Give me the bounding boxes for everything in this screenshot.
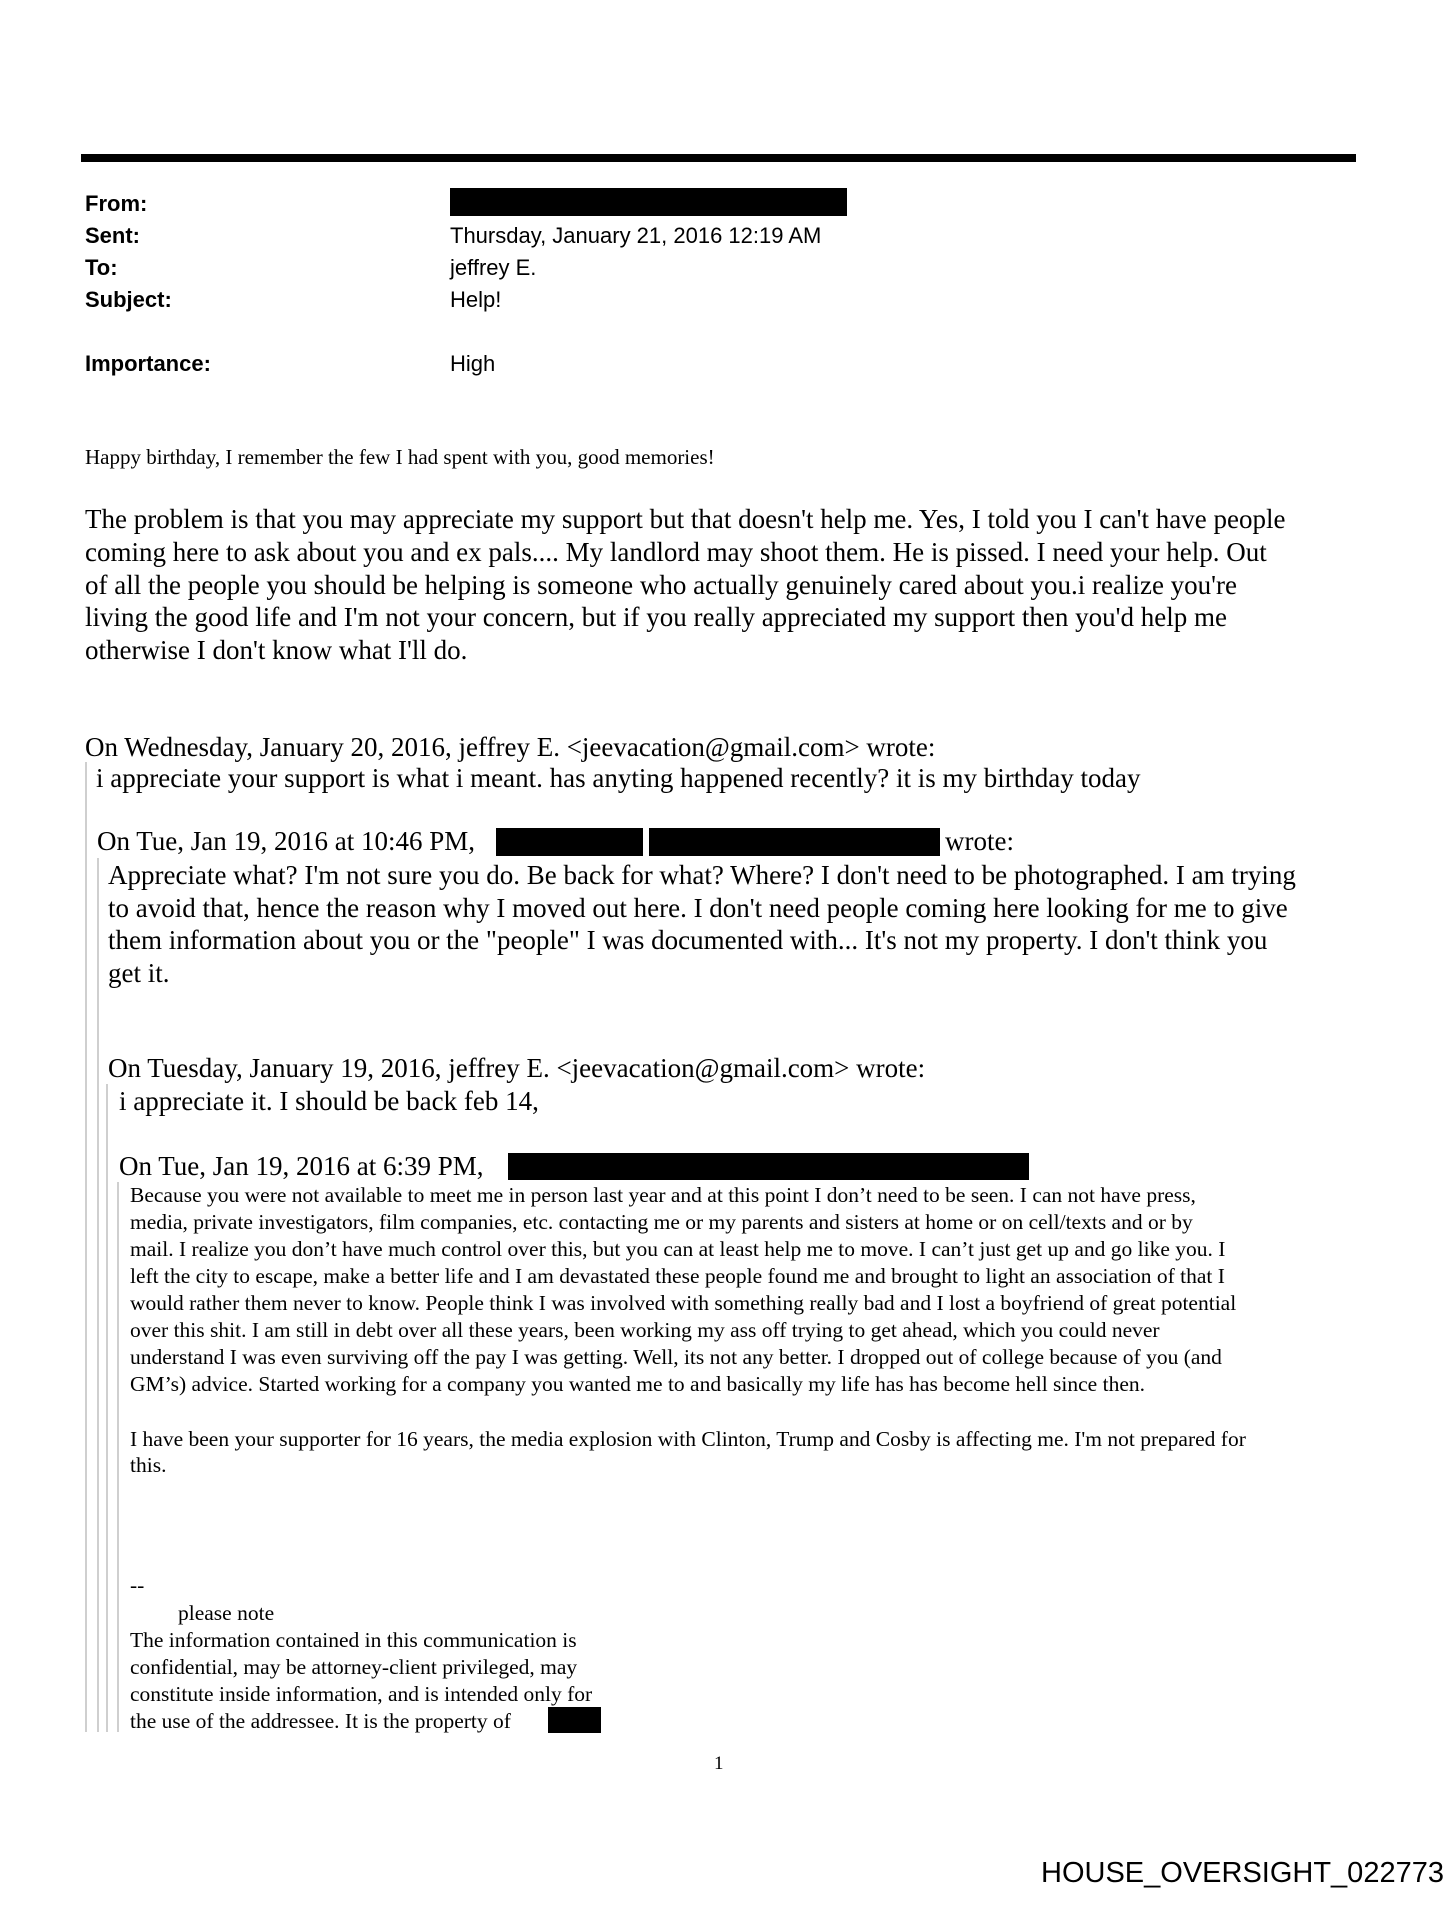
- redaction-sender-email: [649, 828, 940, 856]
- header-rule: [81, 154, 1356, 162]
- signature-note: please note: [178, 1601, 275, 1625]
- subject-label: Subject:: [85, 287, 172, 312]
- quote-line: to avoid that, hence the reason why I moved out here. I don't need people coming here looking for me to give: [108, 893, 1288, 923]
- body-line: The problem is that you may appreciate my support but that doesn't help me. Yes, I told you I can't have people: [85, 504, 1286, 534]
- quote-attribution: On Tuesday, January 19, 2016, jeffrey E. <jeevacation@gmail.com> wrote:: [108, 1053, 926, 1083]
- to-value: jeffrey E.: [450, 255, 537, 280]
- importance-value: High: [450, 351, 496, 376]
- quote-line: media, private investigators, film companies, etc. contacting me or my parents and sisters at home or on cell/texts and or by: [130, 1210, 1193, 1234]
- quote-text: i appreciate your support is what i meant. has anyting happened recently? it is my birthday today: [96, 763, 1141, 793]
- subject-value: Help!: [450, 287, 502, 312]
- quote-line: I have been your supporter for 16 years, the media explosion with Clinton, Trump and Cosby is affecting me. I'm not prepared for: [130, 1427, 1246, 1451]
- to-label: To:: [85, 255, 118, 280]
- quote-bar: [106, 1084, 108, 1732]
- disclaimer-line: confidential, may be attorney-client privileged, may: [130, 1655, 578, 1679]
- quote-text: i appreciate it. I should be back feb 14,: [119, 1086, 539, 1116]
- greeting: Happy birthday, I remember the few I had spent with you, good memories!: [85, 445, 715, 469]
- sent-value: Thursday, January 21, 2016 12:19 AM: [450, 223, 822, 248]
- quote-line: Because you were not available to meet me in person last year and at this point I don’t need to be seen. I can not have press,: [130, 1183, 1196, 1207]
- sent-label: Sent:: [85, 223, 140, 248]
- disclaimer-line: the use of the addressee. It is the property of: [130, 1709, 511, 1733]
- quote-line: get it.: [108, 958, 170, 988]
- quote-line: understand I was even surviving off the pay I was getting. Well, its not any better. I dropped out of college because of you (and: [130, 1345, 1222, 1369]
- quote-line: mail. I realize you don’t have much control over this, but you can at least help me to move. I can’t just get up and go like you. I: [130, 1237, 1226, 1261]
- quote-attribution: On Tue, Jan 19, 2016 at 10:46 PM,: [97, 826, 476, 856]
- signature-dash: --: [130, 1573, 145, 1597]
- quote-bar: [97, 858, 99, 1732]
- redaction-from: [450, 188, 847, 216]
- redaction-sender-name: [496, 828, 643, 856]
- quote-attribution-suffix: wrote:: [945, 826, 1014, 856]
- from-label: From:: [85, 191, 148, 216]
- quote-line: over this shit. I am still in debt over all these years, been working my ass off trying to get ahead, which you could never: [130, 1318, 1160, 1342]
- redaction-owner: [548, 1707, 601, 1733]
- body-line: living the good life and I'm not your concern, but if you really appreciated my support then you'd help me: [85, 602, 1227, 632]
- quote-line: left the city to escape, make a better life and I am devastated these people found me and brought to light an association of that I: [130, 1264, 1225, 1288]
- quote-line: would rather them never to know. People think I was involved with something really bad and I lost a boyfriend of great potential: [130, 1291, 1237, 1315]
- disclaimer-line: The information contained in this communication is: [130, 1628, 577, 1652]
- quote-attribution: On Wednesday, January 20, 2016, jeffrey E. <jeevacation@gmail.com> wrote:: [85, 732, 936, 762]
- bates-number: HOUSE_OVERSIGHT_022773: [1041, 1857, 1444, 1889]
- body-line: coming here to ask about you and ex pals.... My landlord may shoot them. He is pissed. I need your help. Out: [85, 537, 1267, 567]
- disclaimer-line: constitute inside information, and is intended only for: [130, 1682, 593, 1706]
- body-line: of all the people you should be helping is someone who actually genuinely cared about you.i realize you're: [85, 570, 1238, 600]
- redaction-sender: [508, 1153, 1029, 1180]
- body-line: otherwise I don't know what I'll do.: [85, 635, 468, 665]
- quote-attribution: On Tue, Jan 19, 2016 at 6:39 PM,: [119, 1151, 484, 1181]
- importance-label: Importance:: [85, 351, 211, 376]
- quote-bar: [117, 1182, 119, 1732]
- page-number: 1: [714, 1753, 724, 1774]
- quote-line: GM’s) advice. Started working for a company you wanted me to and basically my life has has become hell since then.: [130, 1372, 1145, 1396]
- quote-line: Appreciate what? I'm not sure you do. Be back for what? Where? I don't need to be photographed. I am trying: [108, 860, 1296, 890]
- quote-line: this.: [130, 1453, 167, 1477]
- quote-bar: [85, 762, 87, 1732]
- quote-line: them information about you or the "people" I was documented with... It's not my property. I don't think you: [108, 925, 1268, 955]
